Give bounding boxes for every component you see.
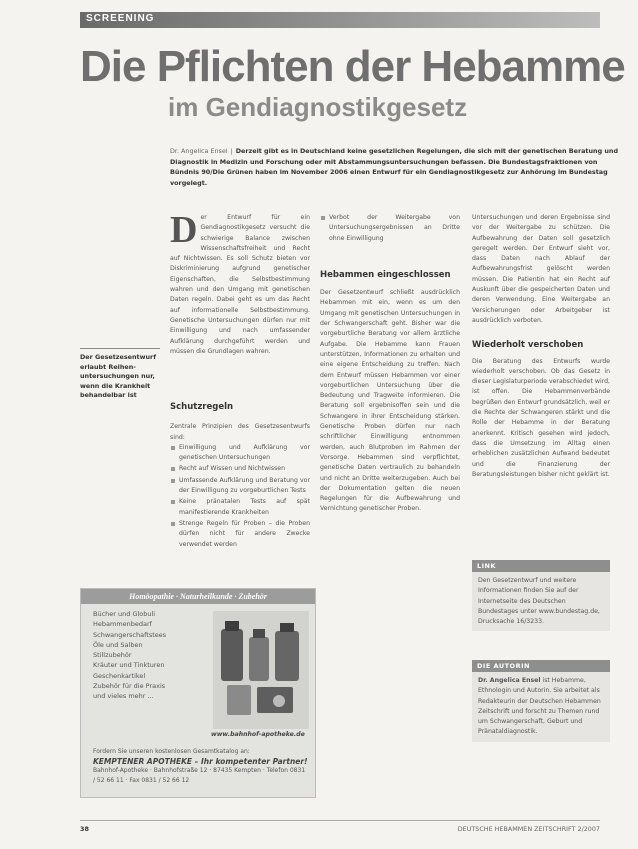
ad-item: und vieles mehr ...	[93, 692, 154, 701]
list-item: Recht auf Wissen und Nichtwissen	[170, 464, 310, 474]
hebammen-text: Der Gesetzentwurf schließt ausdrücklich Hebammen mit ein, wenn es um den Umgang mit genetischen Untersuchungen in der Schwangerschaft geht. Bisher war die vorgeburtliche Beratung vor allem ärztliche Aufgabe. Die Hebamme kann Frauen unterstützen, Informationen zu erhalten und eine eigene Entscheidung zu treffen. Nach dem Entwurf müssen Hebammen vor einer vorgeburtlichen Untersuchung über die Bedeutung und Tragweite informieren. Die Beratung soll ergebnisoffen sein und die Schwangere in ihrer Entscheidung stärken. Genetische Proben dürfen nur nach schriftlicher Einwilligung entnommen werden, auch Blutproben im Rahmen der Vorsorge. Hebammen sind verpflichtet, genetische Daten vertraulich zu behandeln und nicht an Dritte weiterzugeben. Auch bei der Dokumentation gelten die neuen Regelungen für die Aufbewahrung und Vernichtung genetischer Proben.	[320, 289, 460, 513]
heading-hebammen: Hebammen eingeschlossen	[320, 269, 451, 280]
column-3	[472, 213, 610, 480]
link-box-head: LINK	[472, 560, 610, 572]
schutzregeln-list	[170, 443, 310, 550]
author-box-body	[472, 672, 610, 742]
author-bio: ist Hebamme, Ethnologin und Autorin. Sie arbeitet als Redakteurin der Deutschen Hebammen Zeitschrift und forscht zu Themen rund um Schwangerschaft, Geburt und Pränataldiagnostik.	[478, 677, 601, 736]
ad-item: Hebammenbedarf	[93, 620, 152, 629]
schutzregeln-text: Zentrale Prinzipien des Gesetzesentwurfs sind:	[170, 423, 310, 441]
ad-address: Bahnhof-Apotheke · Bahnhofstraße 12 · 87435 Kempten · Telefon 0831 / 52 66 11 · Fax 0831 / 52 66 12	[93, 767, 306, 784]
article-subtitle: im Gendiagnostikgesetz	[168, 92, 468, 122]
section-label: SCREENING	[86, 13, 155, 24]
drop-cap: D	[170, 209, 198, 251]
author-box-head: DIE AUTORIN	[472, 660, 610, 672]
list-item: Verbot der Weitergabe von Untersuchungsergebnissen an Dritte ohne Einwilligung	[320, 213, 460, 244]
heading-verschoben: Wiederholt verschoben	[472, 340, 584, 351]
ad-product-image	[213, 611, 309, 729]
list-item: Keine pränatalen Tests auf spät manifestierende Krankheiten	[170, 497, 310, 518]
ad-item: Zubehör für die Praxis	[93, 682, 166, 691]
ad-product-list	[93, 609, 208, 702]
ad-item: Schwangerschaftstees	[93, 630, 167, 639]
ad-item: Bücher und Globuli	[93, 610, 156, 618]
ad-item: Geschenkartikel	[93, 671, 146, 680]
column-2-list	[320, 213, 460, 244]
link-box	[472, 560, 610, 631]
ad-partner-intro: Fordern Sie unseren kostenlosen Gesamtkatalog an:	[93, 748, 250, 755]
ad-item: Kräuter und Tinkturen	[93, 661, 165, 670]
list-item: Umfassende Aufklärung und Beratung vor der Einwilligung zu vorgeburtlichen Tests	[170, 476, 310, 497]
ad-url[interactable]: www.bahnhof-apotheke.de	[211, 731, 305, 738]
ad-item: Öle und Salben	[93, 640, 143, 649]
verschoben-text: Die Beratung des Entwurfs wurde wiederholt verschoben. Ob das Gesetz in dieser Legislaturperiode verabschiedet wird, ist offen. Die Hebammenverbände begrüßen den Entwurf grundsätzlich, weil er die Rechte der Schwangeren stärkt und die Rolle der Hebamme in der Beratung anerkennt. Kritisch gesehen wird jedoch, dass die Umsetzung im Alltag einen erheblichen zusätzlichen Aufwand bedeutet und die Finanzierung der Beratungsleistungen bisher nicht geklärt ist.	[472, 357, 610, 478]
advertisement[interactable]	[80, 588, 316, 798]
ad-partner	[93, 747, 308, 785]
author-box	[472, 660, 610, 742]
byline-separator: |	[230, 147, 233, 155]
list-item: Einwilligung und Aufklärung vor genetischen Untersuchungen	[170, 443, 310, 464]
column-2	[320, 213, 460, 515]
page-footer	[80, 820, 600, 833]
lead-text: Derzeit gibt es in Deutschland keine gesetzlichen Regelungen, die sich mit der genetischen Beratung und Diagnostik in Medizin und Forschung oder mit Abstammungsuntersuchungen befassen. Die Bundestagsfraktionen von Bündnis 90/Die Grünen haben im November 2006 einen Entwurf für ein Gendiagnostikgesetz zur Anhörung im Bundestag vorgelegt.	[170, 147, 619, 187]
link-box-text: Den Gesetzentwurf und weitere Informationen finden Sie auf der Internetseite des Deutschen Bundestages unter www.bundestag.de, Drucksache 16/3233.	[472, 572, 610, 631]
intro-text: er Entwurf für ein Gendiagnostikgesetz versucht die schwierige Balance zwischen Wissenschaftsfreiheit und Recht auf Nichtwissen. Es soll Schutz bieten vor Diskriminierung aufgrund genetischer Eigenschaften, die Selbstbestimmung wahren und den Umgang mit genetischen Daten regeln. Dabei geht es um das Recht auf informationelle Selbstbestimmung. Genetische Untersuchungen dürfen nur mit Einwilligung und nach umfassender Aufklärung durchgeführt werden und müssen die Grundlagen wahren.	[170, 214, 310, 355]
author-name: Dr. Angelica Ensel	[478, 677, 541, 684]
column-1	[170, 209, 310, 357]
ad-title: Homöopathie · Naturheilkunde · Zubehör	[81, 589, 315, 604]
pull-quote: Der Gesetzesentwurf erlaubt Reihenuntersuchungen nur, wenn die Krankheit behandelbar ist	[80, 348, 160, 401]
heading-schutzregeln: Schutzregeln	[170, 402, 234, 412]
list-item: Strenge Regeln für Proben – die Proben dürfen nicht für andere Zwecke verwendet werden	[170, 519, 310, 550]
page-number: 38	[80, 825, 89, 833]
column-3-text: Untersuchungen und deren Ergebnisse sind vor der Weitergabe zu schützen. Die Aufbewahrung der Daten soll gesetzlich geregelt werden. Der Entwurf sieht vor, dass Daten nach Ablauf der Aufbewahrungsfrist gelöscht werden müssen. Die Patientin hat ein Recht auf Auskunft über die gespeicherten Daten und deren Verwendung. Eine Weitergabe an Versicherungen oder Arbeitgeber ist ausdrücklich verboten.	[472, 214, 610, 324]
intro-paragraph	[170, 209, 310, 357]
section-tag	[80, 12, 600, 28]
ad-item: Stillzubehör	[93, 651, 132, 660]
article-lead	[170, 146, 620, 188]
author-byline: Dr. Angelica Ensel	[170, 147, 228, 155]
article-title: Die Pflichten der Hebamme	[80, 42, 625, 91]
column-1-lower	[170, 402, 310, 551]
ad-brand: KEMPTENER APOTHEKE – Ihr kompetenter Partner!	[93, 756, 308, 766]
magazine-name: DEUTSCHE HEBAMMEN ZEITSCHRIFT 2/2007	[457, 825, 600, 833]
